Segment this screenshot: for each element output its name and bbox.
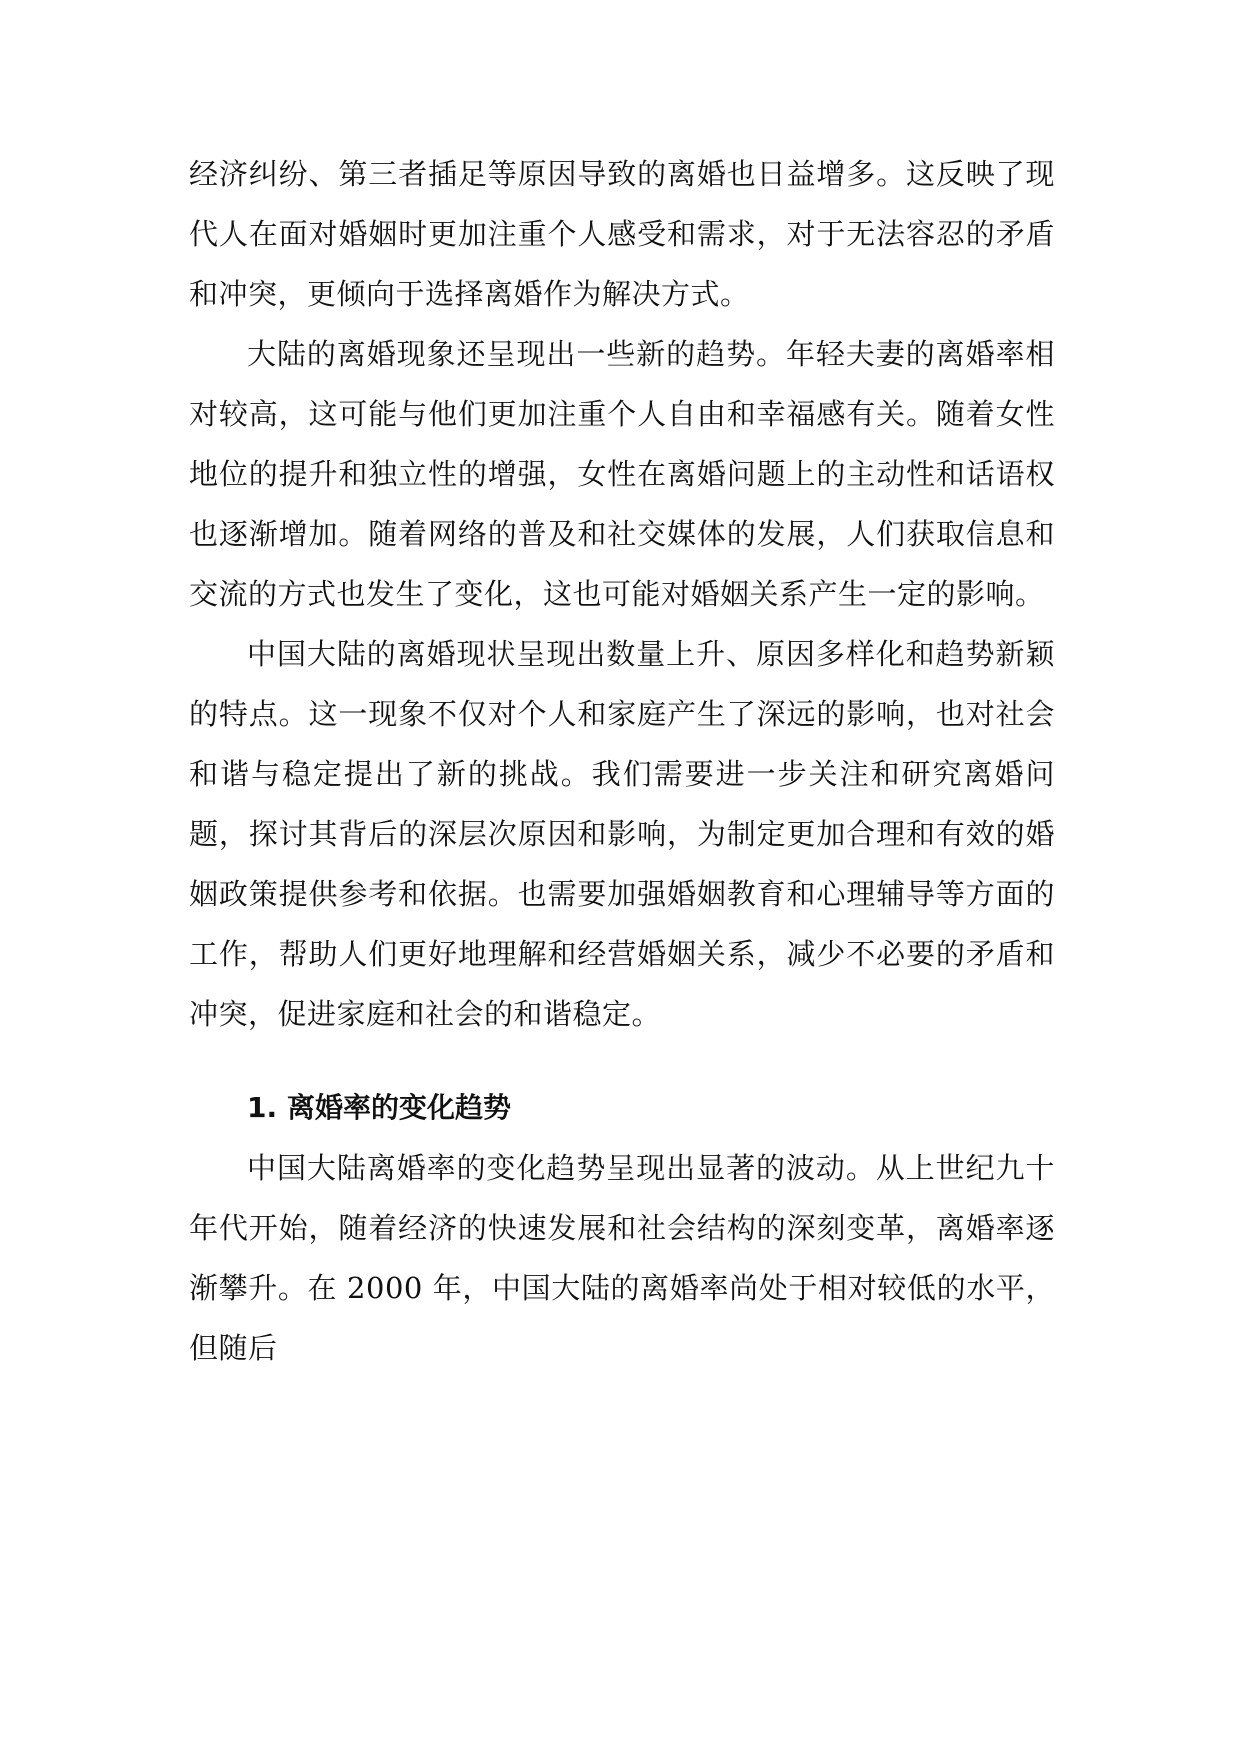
paragraph-3: 中国大陆的离婚现状呈现出数量上升、原因多样化和趋势新颖的特点。这一现象不仅对个人和家庭产生了深远的影响，也对社会和谐与稳定提出了新的挑战。我们需要进一步关注和研究离婚问题，探讨其背后的深层次原因和影响，为制定更加合理和有效的婚姻政策提供参考和依据。也需要加强婚姻教育和心理辅导等方面的工作，帮助人们更好地理解和经营婚姻关系，减少不必要的矛盾和冲突，促进家庭和社会的和谐稳定。 (189, 637, 1055, 1031)
section-title: 离婚率的变化趋势 (287, 1091, 512, 1124)
section-heading (189, 1078, 1055, 1138)
paragraph-1: 经济纠纷、第三者插足等原因导致的离婚也日益增多。这反映了现代人在面对婚姻时更加注重个人感受和需求，对于无法容忍的矛盾和冲突，更倾向于选择离婚作为解决方式。 (189, 157, 1055, 311)
paragraph-4: 中国大陆离婚率的变化趋势呈现出显著的波动。从上世纪九十年代开始，随着经济的快速发展和社会结构的深刻变革，离婚率逐渐攀升。在 2000 年，中国大陆的离婚率尚处于相对较低的水平，但随后 (189, 1151, 1055, 1365)
paragraph-2: 大陆的离婚现象还呈现出一些新的趋势。年轻夫妻的离婚率相对较高，这可能与他们更加注重个人自由和幸福感有关。随着女性地位的提升和独立性的增强，女性在离婚问题上的主动性和话语权也逐渐增加。随着网络的普及和社交媒体的发展，人们获取信息和交流的方式也发生了变化，这也可能对婚姻关系产生一定的影响。 (189, 337, 1055, 611)
document-body (189, 144, 1055, 1378)
section-number: 1. (247, 1091, 278, 1124)
